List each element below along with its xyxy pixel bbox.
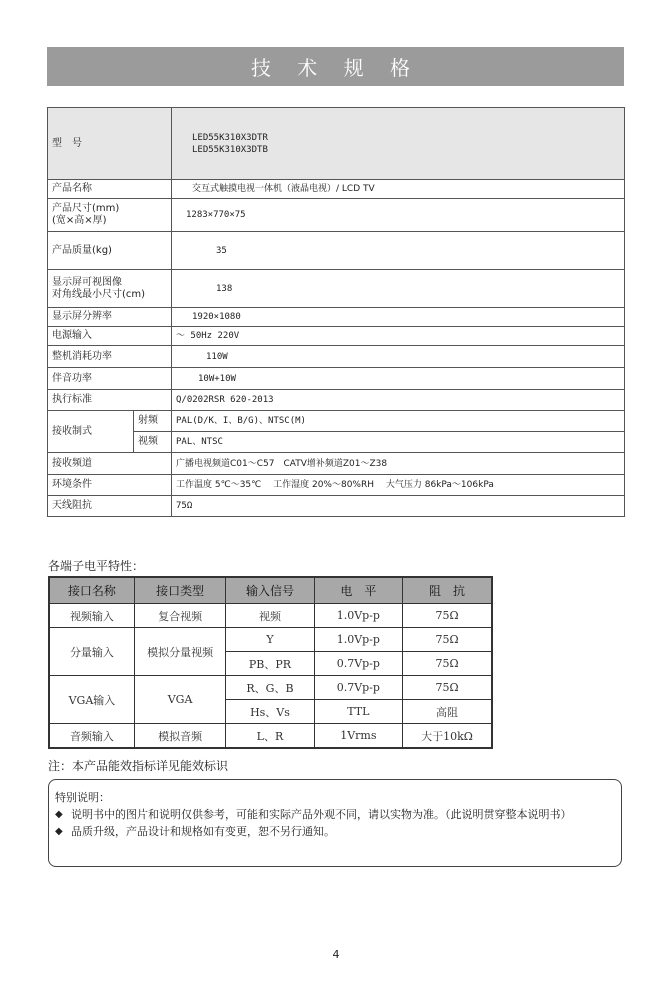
terminal-name: 分量输入 [49, 628, 134, 676]
model-value-2: LED55K310X3DTB [192, 144, 268, 155]
spec-value: 110W [172, 346, 625, 368]
terminal-name: 视频输入 [49, 604, 134, 628]
spec-label: 伴音功率 [48, 368, 172, 390]
spec-label: 显示屏分辨率 [48, 308, 172, 327]
spec-value: ～ 50Hz 220V [172, 327, 625, 346]
table-row [48, 232, 625, 270]
terminal-level: 1.0Vp-p [314, 628, 402, 652]
column-header: 接口类型 [134, 577, 225, 604]
terminal-signal: PB、PR [226, 652, 314, 676]
table-row [49, 724, 492, 749]
terminal-signal: 视频 [226, 604, 314, 628]
table-row [48, 327, 625, 346]
model-label: 型 号 [48, 108, 172, 180]
page-number: 4 [332, 948, 340, 961]
terminal-type: 模拟音频 [134, 724, 225, 749]
terminal-name: 音频输入 [49, 724, 134, 749]
table-row [48, 475, 625, 496]
terminal-signal: L、R [226, 724, 314, 749]
terminal-signal: R、G、B [226, 676, 314, 700]
table-row [48, 199, 625, 232]
energy-note: 注：本产品能效指标详见能效标识 [48, 759, 229, 773]
column-header: 输入信号 [226, 577, 314, 604]
terminal-level: 1Vrms [314, 724, 402, 749]
terminal-level: 0.7Vp-p [314, 676, 402, 700]
terminal-impedance: 75Ω [403, 628, 492, 652]
spec-label: 电源输入 [48, 327, 172, 346]
column-header: 阻 抗 [403, 577, 492, 604]
spec-label [48, 199, 172, 232]
list-item [55, 806, 615, 823]
diamond-bullet-icon: ◆ [55, 826, 63, 837]
table-row [49, 604, 492, 628]
terminal-type: VGA [134, 676, 225, 724]
video-label: 视频 [134, 432, 172, 453]
table-row [48, 411, 625, 432]
spec-label [48, 270, 172, 308]
terminal-name: VGA输入 [49, 676, 134, 724]
terminal-level: 1.0Vp-p [314, 604, 402, 628]
rf-label: 射频 [134, 411, 172, 432]
spec-value: 1920×1080 [172, 308, 625, 327]
table-row [49, 628, 492, 652]
table-row [49, 676, 492, 700]
spec-label: 执行标准 [48, 390, 172, 411]
table-header-row [49, 577, 492, 604]
table-row [48, 368, 625, 390]
list-item [55, 823, 615, 840]
spec-value: 75Ω [172, 496, 625, 517]
table-row [48, 108, 625, 180]
table-row [48, 496, 625, 517]
diamond-bullet-icon: ◆ [55, 809, 63, 820]
rf-value: PAL(D/K、I、B/G)、NTSC(M) [172, 411, 625, 432]
spec-label: 天线阻抗 [48, 496, 172, 517]
spec-label: 环境条件 [48, 475, 172, 496]
spec-label: 整机消耗功率 [48, 346, 172, 368]
spec-value: 广播电视频道C01～C57 CATV增补频道Z01～Z38 [172, 453, 625, 475]
spec-value: 10W+10W [172, 368, 625, 390]
spec-label: 接收频道 [48, 453, 172, 475]
terminal-impedance: 75Ω [403, 604, 492, 628]
spec-label: 产品质量(kg) [48, 232, 172, 270]
special-notice-title: 特别说明： [55, 791, 110, 804]
special-notice-box [48, 779, 622, 867]
table-row [48, 308, 625, 327]
spec-label: 产品名称 [48, 180, 172, 199]
spec-label-line2: (宽×高×厚) [52, 215, 107, 226]
special-notice-text: 品质升级，产品设计和规格如有变更，恕不另行通知。 [71, 825, 335, 838]
terminal-impedance: 75Ω [403, 652, 492, 676]
spec-value: 工作温度 5℃～35℃ 工作湿度 20%～80%RH 大气压力 86kPa～106kPa [172, 475, 625, 496]
terminal-signal: Y [226, 628, 314, 652]
spec-label-line1: 产品尺寸(mm) [52, 203, 120, 214]
terminal-impedance: 高阻 [403, 700, 492, 724]
terminal-type: 复合视频 [134, 604, 225, 628]
terminal-impedance: 75Ω [403, 676, 492, 700]
spec-value: 35 [172, 232, 625, 270]
spec-label-line1: 显示屏可视图像 [52, 276, 122, 288]
special-notice-text: 说明书中的图片和说明仅供参考，可能和实际产品外观不同，请以实物为准。（此说明贯穿整本说明书） [71, 808, 572, 821]
spec-value: Q/0202RSR 620-2013 [172, 390, 625, 411]
model-value [172, 108, 625, 180]
spec-table [47, 107, 625, 517]
table-row [48, 390, 625, 411]
terminals-section-title: 各端子电平特性： [48, 559, 145, 573]
table-row [48, 270, 625, 308]
spec-value: 1283×770×75 [172, 199, 625, 232]
page-title: 技 术 规 格 [47, 47, 624, 86]
model-value-1: LED55K310X3DTR [192, 132, 268, 143]
video-value: PAL、NTSC [172, 432, 625, 453]
table-row [48, 346, 625, 368]
terminal-type: 模拟分量视频 [134, 628, 225, 676]
receive-system-label: 接收制式 [48, 411, 134, 453]
terminal-table [48, 576, 493, 749]
spec-label-line2: 对角线最小尺寸(cm) [52, 288, 146, 300]
column-header: 接口名称 [49, 577, 134, 604]
table-row [48, 432, 625, 453]
spec-value: 交互式触摸电视一体机（液晶电视）/ LCD TV [172, 180, 625, 199]
spec-value: 138 [172, 270, 625, 308]
table-row [48, 180, 625, 199]
terminal-signal: Hs、Vs [226, 700, 314, 724]
table-row [48, 453, 625, 475]
terminal-impedance: 大于10kΩ [403, 724, 492, 749]
terminal-level: TTL [314, 700, 402, 724]
column-header: 电 平 [314, 577, 402, 604]
terminal-level: 0.7Vp-p [314, 652, 402, 676]
